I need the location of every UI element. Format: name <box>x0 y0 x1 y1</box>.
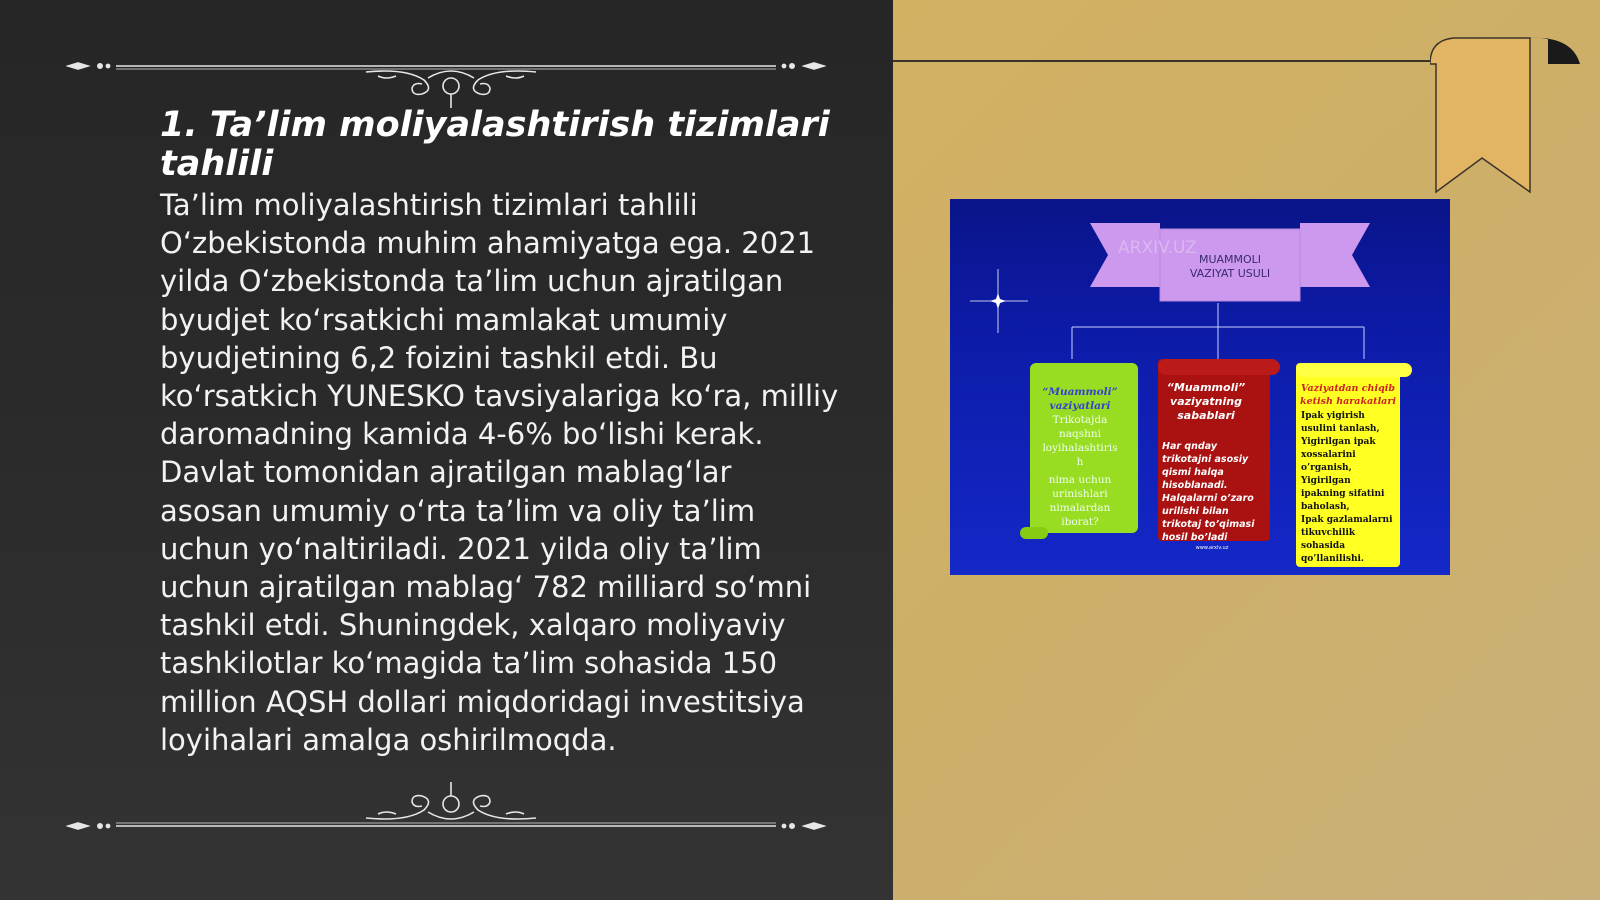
slide-title: 1. Ta’lim moliyalashtirish tizimlari tahlili <box>160 105 830 184</box>
top-divider-ornament <box>66 50 826 110</box>
yellow-scroll-line-5: Yigirilgan ipak <box>1301 437 1376 447</box>
banner-line-1: MUAMMOLI <box>1198 253 1262 266</box>
yellow-scroll-line-13: sohasida <box>1301 541 1346 551</box>
red-scroll-footer: www.arxiv.uz <box>1195 545 1229 551</box>
red-scroll-line-1: “Muammoli” <box>1166 381 1246 394</box>
yellow-scroll-line-3: Ipak yigirish <box>1301 411 1365 421</box>
bookmark-ribbon-icon <box>1430 34 1600 199</box>
green-scroll-line-9: nimalardan <box>1049 502 1111 514</box>
green-scroll-line-4: naqshni <box>1058 428 1102 440</box>
yellow-scroll-line-10: baholash, <box>1301 502 1350 512</box>
yellow-scroll-line-4: usulini tanlash, <box>1301 424 1380 434</box>
slide-body-text: Ta’lim moliyalashtirish tizimlari tahlili O‘zbekistonda muhim ahamiyatga ega. 2021 yilda O‘zbekistonda ta’lim uchun ajratilgan byudjet ko‘rsatkichi mamlakat umumiy byudjetining 6,2 foizini tashkil etdi. Bu ko‘rsatkich YUNESKO tavsiyalariga ko‘ra, milliy daromadning kamida 4-6% bo‘lishi kerak. Davlat tomonidan ajratilgan mablag‘lar asosan umumiy o‘rta ta’lim va oliy ta’lim uchun yo‘naltiriladi. 2021 yilda oliy ta’lim uchun ajratilgan mablag‘ 782 milliard so‘mni tashkil etdi. Shuningdek, xalqaro moliyaviy tashkilotlar ko‘magida ta’lim sohasida 150 million AQSH dollari miqdoridagi investitsiya loyihalari amalga oshirilmoqda. <box>160 188 839 757</box>
green-scroll-line-3: Trikotajda <box>1052 414 1108 426</box>
top-rule <box>893 60 1453 62</box>
yellow-scroll-line-14: qo’llanilishi. <box>1301 554 1365 564</box>
yellow-scroll-line-7: o’rganish, <box>1301 463 1352 473</box>
yellow-scroll-line-1: Vaziyatdan chiqib <box>1301 383 1395 394</box>
green-scroll-line-6: h <box>1076 456 1084 468</box>
green-scroll-line-2: vaziyatlari <box>1049 400 1111 412</box>
red-scroll-line-4: Har qnday <box>1162 441 1218 452</box>
yellow-scroll-line-12: tikuvchilik <box>1301 528 1356 538</box>
red-scroll-line-8: Halqalarni o’zaro <box>1162 493 1254 504</box>
green-scroll-line-5: loyihalashtiris <box>1042 442 1118 454</box>
green-scroll-line-10: iborat? <box>1061 516 1099 528</box>
red-scroll-line-7: hisoblanadi. <box>1162 480 1228 491</box>
yellow-scroll-line-2: ketish harakatlari <box>1300 396 1396 407</box>
yellow-scroll-line-11: Ipak gazlamalarni <box>1301 515 1393 525</box>
watermark-text: ARXIV.UZ <box>1118 238 1197 258</box>
yellow-scroll-line-8: Yigirilgan <box>1301 476 1351 486</box>
yellow-scroll-line-6: xossalarini <box>1301 450 1356 460</box>
green-scroll-line-7: nima uchun <box>1048 474 1112 486</box>
red-scroll-line-6: qismi halqa <box>1162 467 1224 478</box>
yellow-scroll-line-9: ipakning sifatini <box>1301 489 1385 499</box>
red-scroll-line-3: sabablari <box>1177 409 1235 422</box>
bottom-divider-ornament <box>66 770 826 830</box>
green-scroll-line-1: “Muammoli” <box>1042 386 1118 398</box>
red-scroll-line-9: urilishi bilan <box>1162 506 1229 517</box>
problem-situation-method-diagram-image <box>950 199 1450 575</box>
red-scroll-line-2: vaziyatning <box>1170 395 1242 408</box>
banner-line-2: VAZIYAT USULI <box>1189 267 1271 280</box>
green-scroll-line-8: urinishlari <box>1052 488 1108 500</box>
red-scroll-line-11: hosil bo’ladi <box>1162 532 1228 543</box>
red-scroll-line-5: trikotajni asosiy <box>1162 454 1249 465</box>
red-scroll-line-10: trikotaj to’qimasi <box>1162 519 1255 530</box>
